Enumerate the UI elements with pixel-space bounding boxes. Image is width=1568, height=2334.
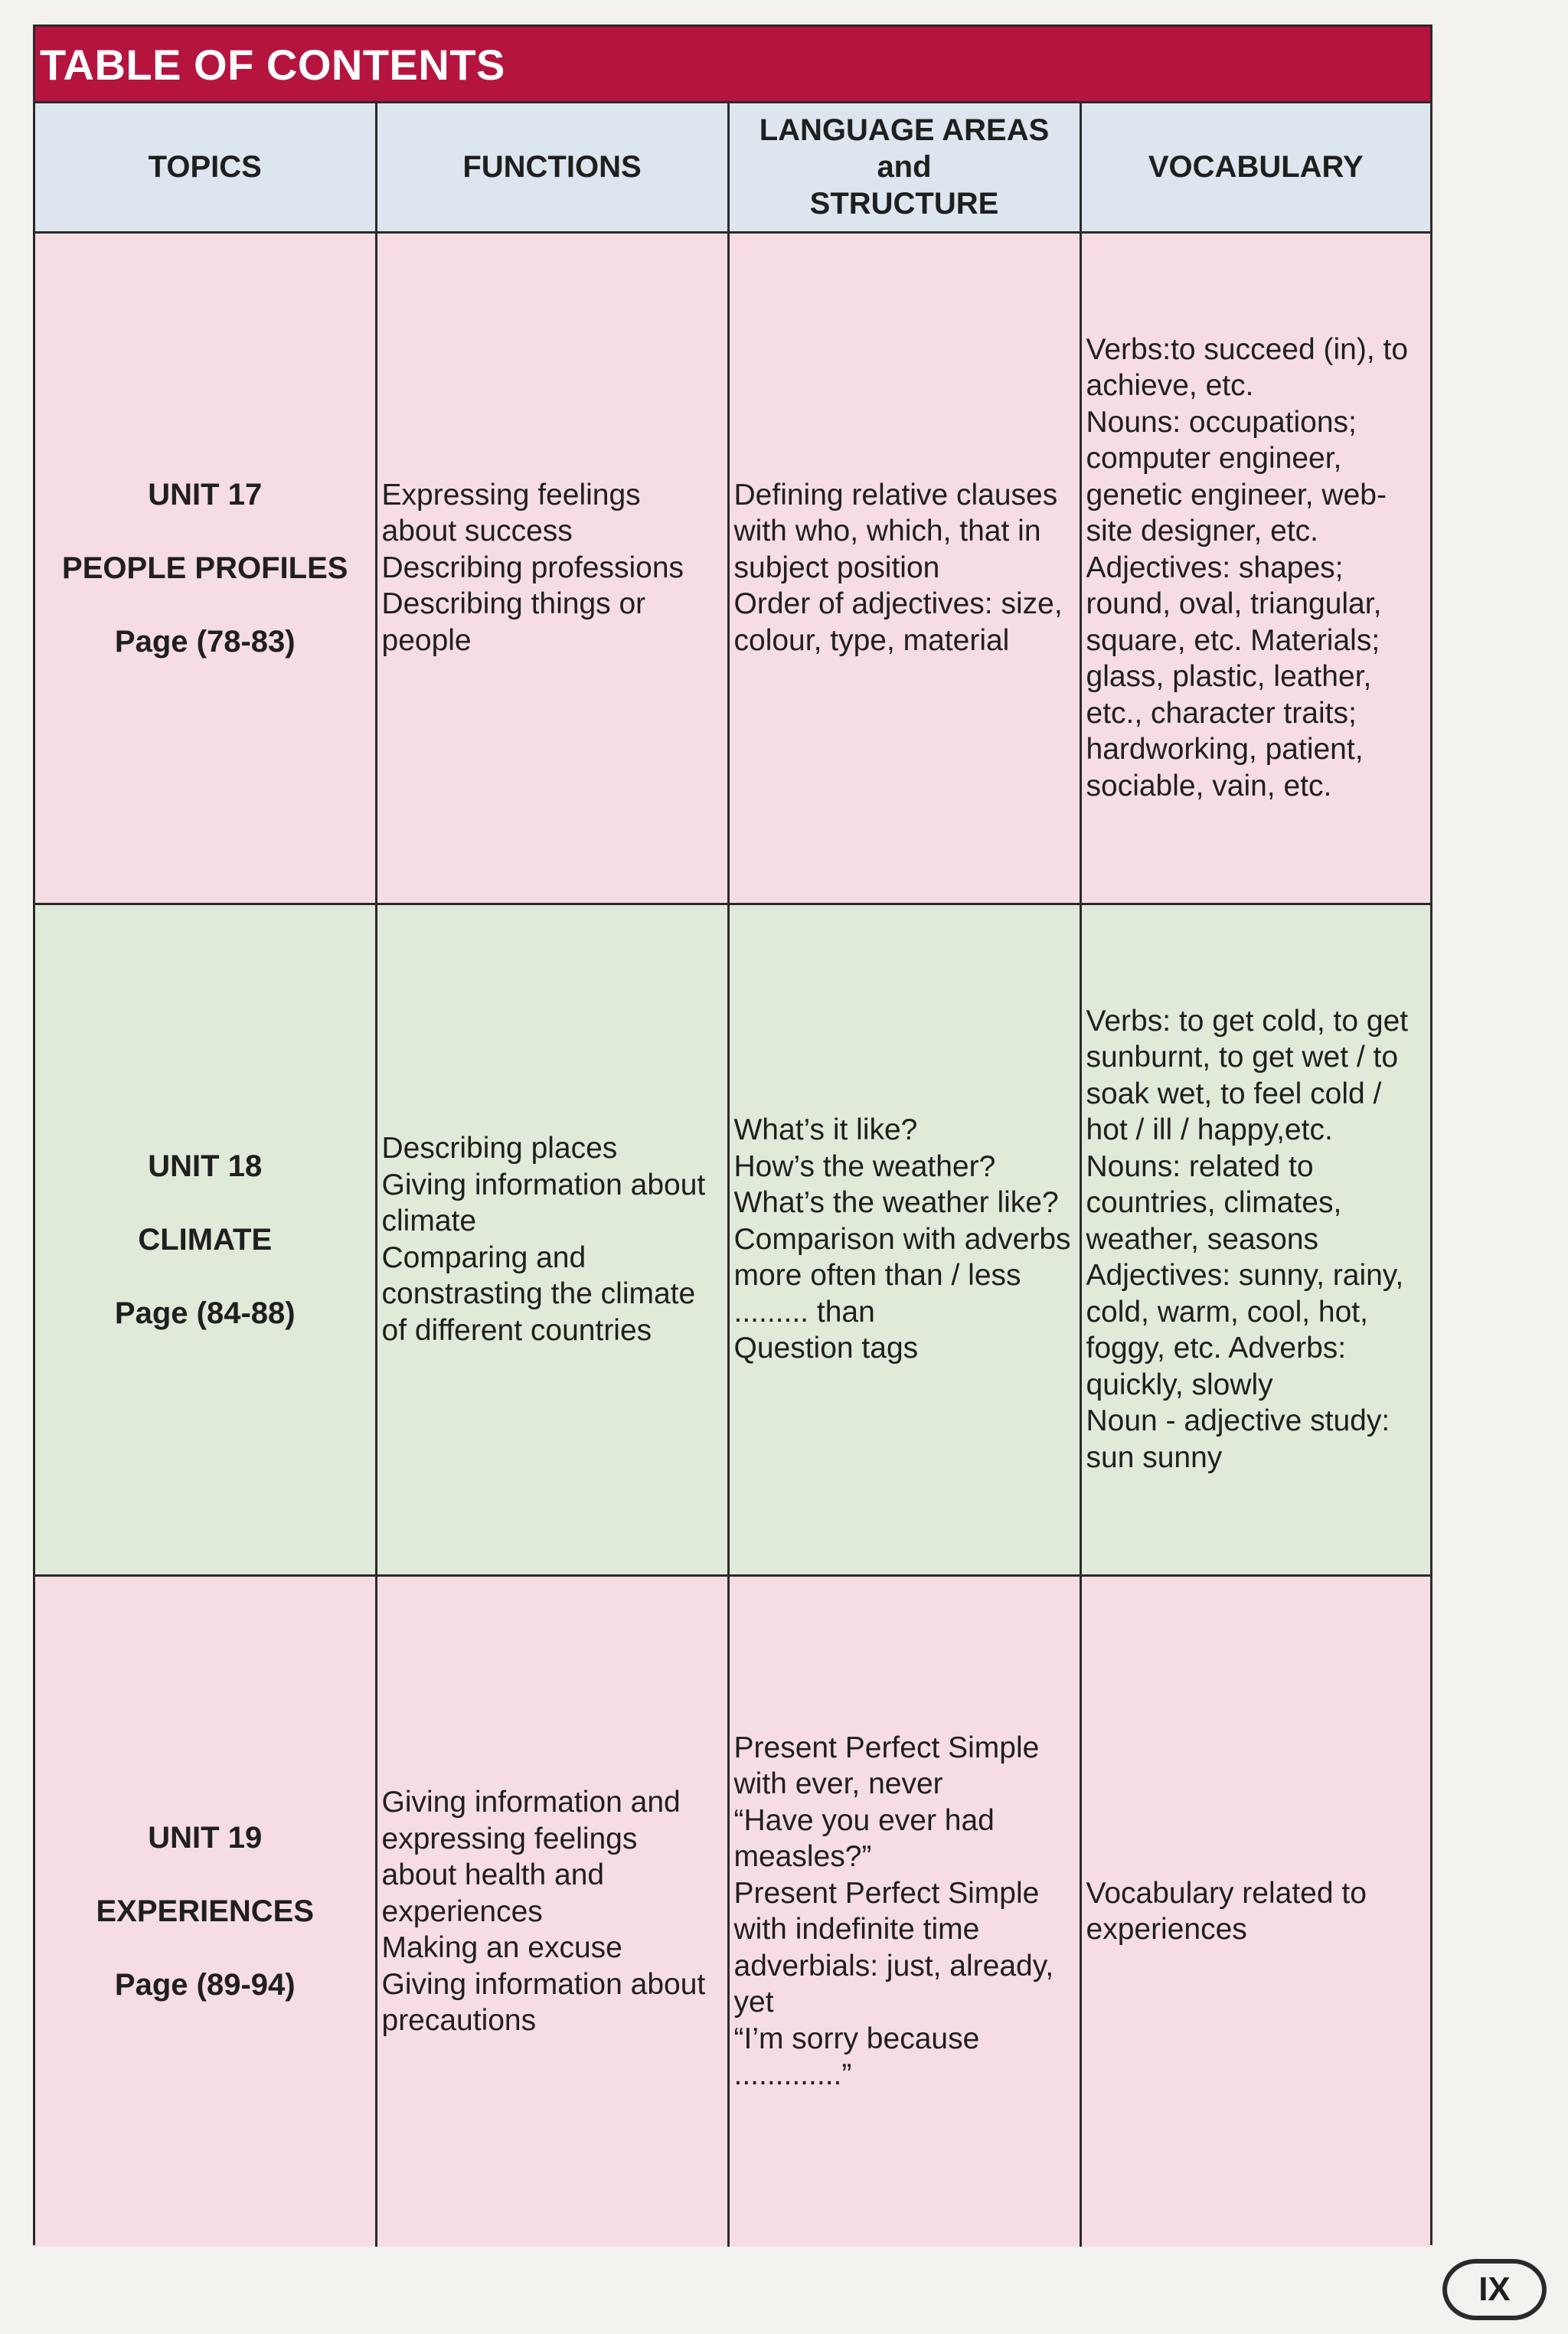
topic-cell bbox=[35, 1575, 376, 2247]
unit-title: PEOPLE PROFILES bbox=[62, 551, 348, 585]
page-number-badge: IX bbox=[1442, 2259, 1547, 2320]
unit-title: EXPERIENCES bbox=[96, 1894, 315, 1929]
unit-pages: Page (89-94) bbox=[114, 1968, 296, 2002]
contents-table bbox=[35, 103, 1430, 2247]
functions-cell: Describing places Giving information about climate Comparing and constrasting the climate of different countries bbox=[376, 904, 728, 1575]
vocabulary-cell: Verbs:to succeed (in), to achieve, etc. Nouns: occupations; computer engineer, genetic engineer, web- site designer, etc. Adjectives: shapes; round, oval, triangular, square, etc. Materials; glass, plastic, leather, etc., character traits; hardworking, patient, sociable, vain, etc. bbox=[1080, 232, 1430, 904]
header-language-areas: LANGUAGE AREAS and STRUCTURE bbox=[728, 103, 1080, 232]
table-row-unit-19 bbox=[35, 1575, 1430, 2247]
unit-title: CLIMATE bbox=[138, 1222, 273, 1257]
language-cell: Defining relative clauses with who, which, that in subject position Order of adjectives: size, colour, type, material bbox=[728, 232, 1080, 904]
vocabulary-cell: Vocabulary related to experiences bbox=[1080, 1575, 1430, 2247]
table-row-unit-17 bbox=[35, 232, 1430, 904]
table-row-unit-18 bbox=[35, 904, 1430, 1575]
topic-cell bbox=[35, 232, 376, 904]
unit-pages: Page (84-88) bbox=[114, 1296, 296, 1330]
header-vocabulary: VOCABULARY bbox=[1080, 103, 1430, 232]
topic-cell bbox=[35, 904, 376, 1575]
language-cell: What’s it like? How’s the weather? What’s the weather like? Comparison with adverbs more often than / less ......... than Question tags bbox=[728, 904, 1080, 1575]
header-functions: FUNCTIONS bbox=[376, 103, 728, 232]
unit-pages: Page (78-83) bbox=[114, 624, 296, 659]
vocabulary-cell: Verbs: to get cold, to get sunburnt, to get wet / to soak wet, to feel cold / hot / ill / happy,etc. Nouns: related to countries, climates, weather, seasons Adjectives: sunny, rainy, cold, warm, cool, hot, foggy, etc. Adverbs: quickly, slowly Noun - adjective study: sun sunny bbox=[1080, 904, 1430, 1575]
functions-cell: Expressing feelings about success Describing professions Describing things or people bbox=[376, 232, 728, 904]
language-cell: Present Perfect Simple with ever, never “Have you ever had measles?” Present Perfect Simple with indefinite time adverbials: just, already, yet “I’m sorry because .............” bbox=[728, 1575, 1080, 2247]
unit-label: UNIT 19 bbox=[148, 1821, 263, 1855]
header-topics: TOPICS bbox=[35, 103, 376, 232]
table-of-contents bbox=[33, 25, 1432, 2245]
header-row bbox=[35, 103, 1430, 232]
unit-label: UNIT 17 bbox=[148, 477, 263, 512]
functions-cell: Giving information and expressing feelings about health and experiences Making an excuse Giving information about precautions bbox=[376, 1575, 728, 2247]
unit-label: UNIT 18 bbox=[148, 1149, 263, 1183]
toc-title: TABLE OF CONTENTS bbox=[35, 27, 1430, 103]
